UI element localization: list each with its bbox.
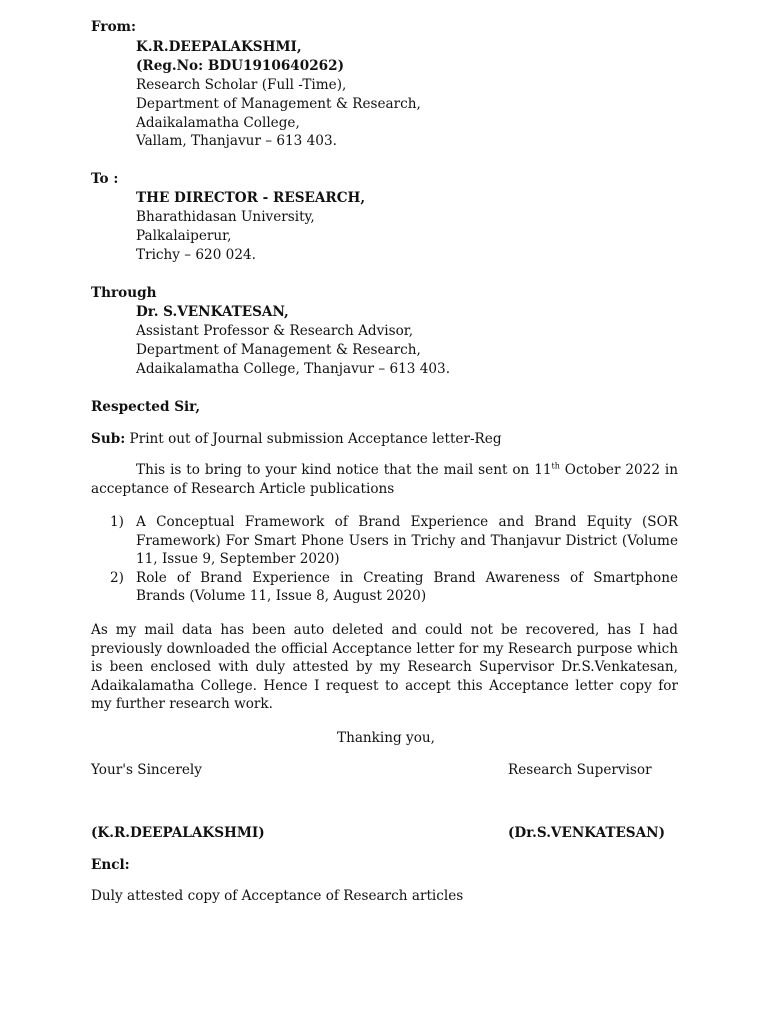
through-name: Dr. S.VENKATESAN,	[136, 304, 289, 320]
subject-label: Sub:	[91, 431, 126, 447]
intro-text-end: October 2022 in acceptance of Research Article publications	[91, 462, 678, 497]
from-line: Research Scholar (Full -Time),	[136, 77, 347, 93]
from-line: Adaikalamatha College,	[136, 115, 300, 131]
intro-ordinal-suffix: th	[551, 461, 560, 471]
enclosure-heading: Encl:	[91, 857, 130, 873]
from-line: Vallam, Thanjavur – 613 403.	[136, 133, 337, 149]
to-line: Palkalaiperur,	[136, 228, 232, 244]
through-line: Department of Management & Research,	[136, 342, 421, 358]
signatory-name: (K.R.DEEPALAKSHMI)	[91, 825, 265, 841]
from-line: Department of Management & Research,	[136, 96, 421, 112]
subject-line	[91, 430, 502, 448]
through-heading: Through	[91, 285, 157, 301]
list-item-number: 1)	[110, 514, 124, 530]
list-item	[110, 569, 678, 606]
through-line: Adaikalamatha College, Thanjavur – 613 403.	[136, 361, 451, 377]
salutation: Respected Sir,	[91, 399, 201, 415]
supervisor-name: (Dr.S.VENKATESAN)	[508, 825, 666, 841]
closing-supervisor-label: Research Supervisor	[508, 762, 652, 778]
to-title: THE DIRECTOR - RESEARCH,	[136, 190, 366, 206]
from-heading: From:	[91, 19, 137, 35]
subject-text: Print out of Journal submission Acceptance letter-Reg	[125, 431, 502, 447]
main-paragraph: As my mail data has been auto deleted and could not be recovered, has I had previously downloaded the official Acceptance letter for my Research purpose which is been enclosed with duly attested by my Research Supervisor Dr.S.Venkatesan, Adaikalamatha College. Hence I request to accept this Acceptance letter copy for my further research work.	[91, 622, 678, 712]
thanking-text: Thanking you,	[337, 730, 435, 746]
list-item	[110, 513, 678, 569]
from-name: K.R.DEEPALAKSHMI,	[136, 39, 302, 55]
closing-sincerely: Your's Sincerely	[91, 762, 202, 778]
list-item-number: 2)	[110, 569, 124, 586]
enclosure-text: Duly attested copy of Acceptance of Research articles	[91, 888, 464, 904]
to-heading: To :	[91, 171, 119, 187]
intro-text-start: This is to bring to your kind notice that the mail sent on 11	[136, 462, 552, 478]
to-line: Bharathidasan University,	[136, 209, 315, 225]
article-list	[110, 513, 678, 606]
intro-paragraph	[91, 461, 678, 498]
to-line: Trichy – 620 024.	[136, 247, 256, 263]
from-reg-no: (Reg.No: BDU1910640262)	[136, 58, 345, 74]
list-item-text: A Conceptual Framework of Brand Experience and Brand Equity (SOR Framework) For Smart Phone Users in Trichy and Thanjavur District (Volume 11, Issue 9, September 2020)	[136, 514, 678, 568]
through-line: Assistant Professor & Research Advisor,	[136, 323, 414, 339]
list-item-text: Role of Brand Experience in Creating Brand Awareness of Smartphone Brands (Volume 11, Issue 8, August 2020)	[136, 569, 678, 605]
